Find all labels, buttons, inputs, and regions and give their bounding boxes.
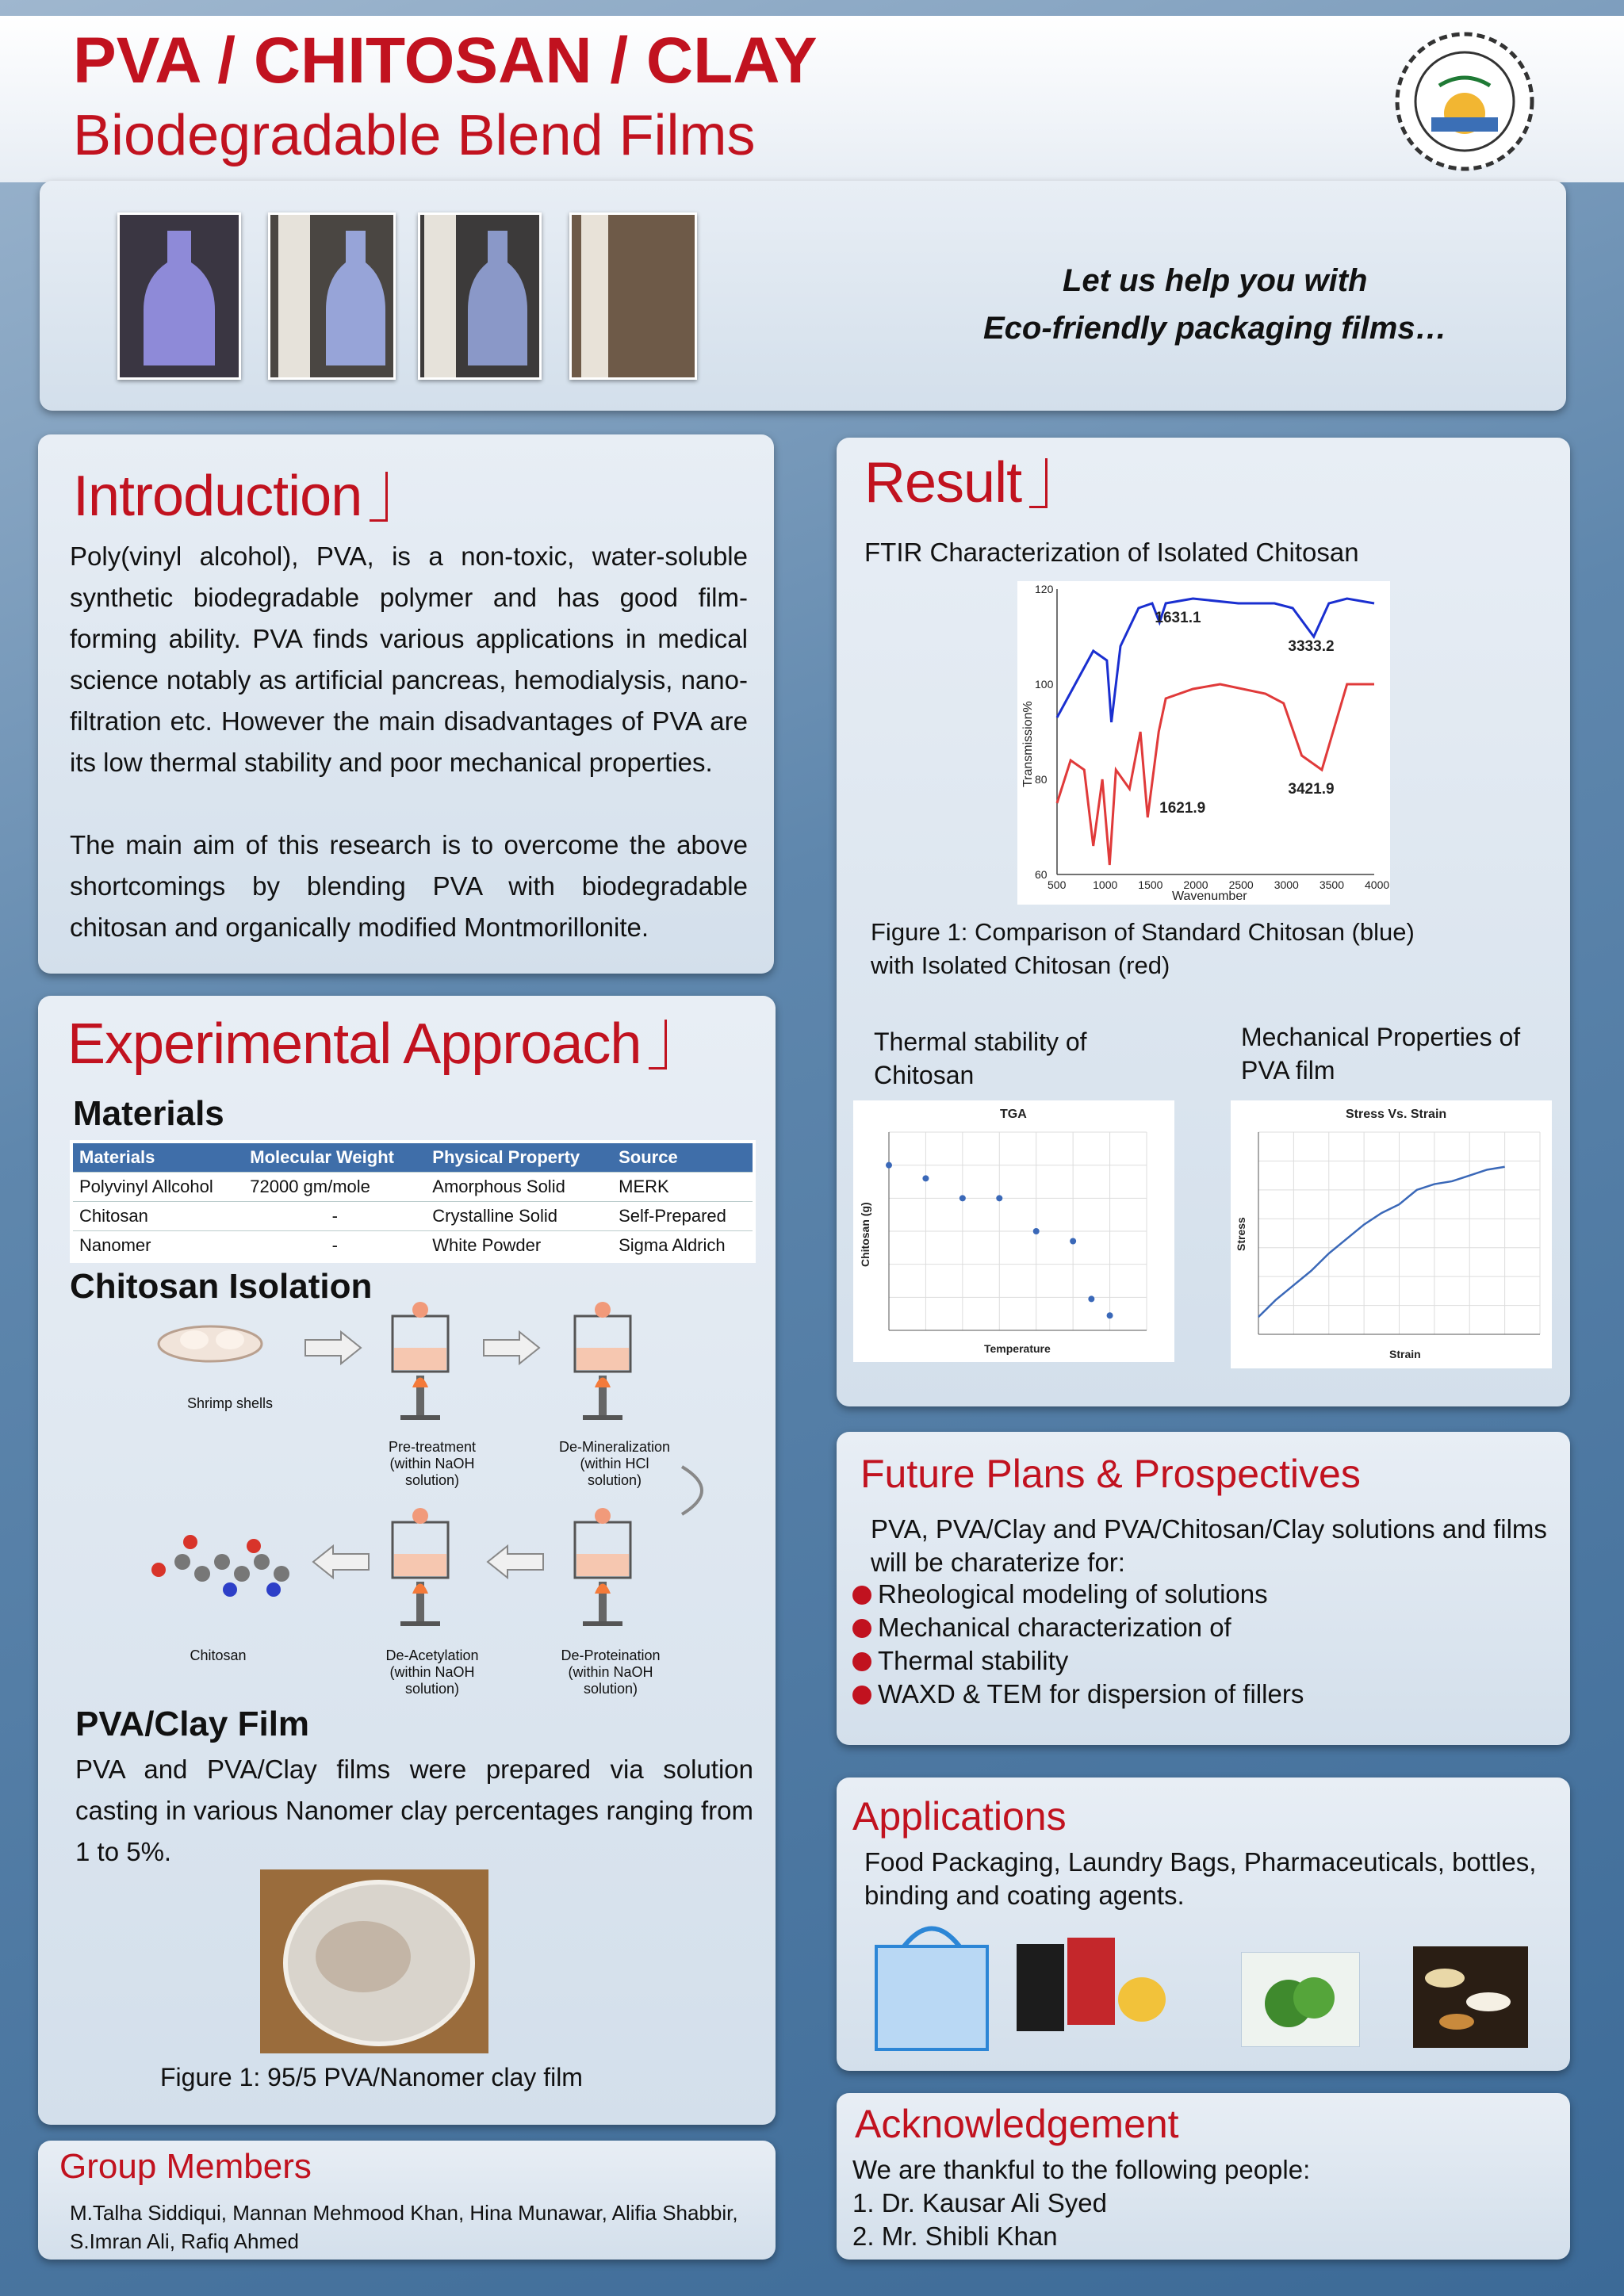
ftir-title: FTIR Characterization of Isolated Chitosan: [864, 538, 1359, 567]
x-tick-label: 2500: [1228, 878, 1254, 891]
flow-label-demineralization: De-Mineralization (within HCl solution): [558, 1439, 671, 1488]
table-cell: White Powder: [426, 1231, 612, 1262]
data-point: [1088, 1295, 1094, 1302]
isolation-flow-diagram: [143, 1300, 730, 1697]
poster-subtitle: Biodegradable Blend Films: [73, 104, 756, 167]
data-point: [886, 1162, 892, 1169]
chitosan-molecule-icon: [151, 1535, 289, 1597]
x-tick-label: 1500: [1138, 878, 1163, 891]
data-point: [922, 1175, 929, 1181]
ftir-caption-1: Figure 1: Comparison of Standard Chitosan (blue): [871, 918, 1415, 946]
materials-table: [70, 1140, 756, 1263]
flow-label-deacetylation: De-Acetylation (within NaOH solution): [385, 1647, 479, 1697]
table-cell: Polyvinyl Allcohol: [71, 1173, 243, 1202]
future-intro-2: will be charaterize for:: [871, 1548, 1125, 1577]
applications-text-1: Food Packaging, Laundry Bags, Pharmaceuticals, bottles,: [864, 1847, 1537, 1877]
table-cell: Sigma Aldrich: [612, 1231, 754, 1262]
table-cell: 72000 gm/mole: [243, 1173, 426, 1202]
y-tick-label: 100: [1035, 678, 1054, 691]
experimental-heading: Experimental Approach: [67, 1012, 667, 1077]
soil-photo: [569, 212, 697, 380]
film-caption: Figure 1: 95/5 PVA/Nanomer clay film: [160, 2063, 583, 2091]
future-intro-1: PVA, PVA/Clay and PVA/Chitosan/Clay solutions and films: [871, 1514, 1547, 1544]
list-item: Mechanical characterization of: [852, 1611, 1304, 1644]
result-heading: Result: [864, 450, 1048, 515]
film-heading: PVA/Clay Film: [75, 1705, 310, 1743]
pills-image: [1413, 1946, 1528, 2048]
acknowledgement-person-2: 2. Mr. Shibli Khan: [852, 2221, 1058, 2251]
x-tick-label: 4000: [1365, 878, 1390, 891]
table-cell: -: [243, 1231, 426, 1262]
y-tick-label: 80: [1035, 773, 1048, 786]
y-tick-label: 60: [1035, 868, 1048, 881]
peak-label: 1621.9: [1159, 800, 1206, 817]
list-item: Rheological modeling of solutions: [852, 1578, 1304, 1611]
group-members-line-1: M.Talha Siddiqui, Mannan Mehmood Khan, Hina Munawar, Alifia Shabbir,: [70, 2201, 738, 2225]
acknowledgement-heading: Acknowledgement: [855, 2102, 1179, 2146]
table-header-row: [71, 1142, 754, 1173]
isolation-heading: Chitosan Isolation: [70, 1267, 373, 1306]
mech-title-2: PVA film: [1241, 1056, 1335, 1085]
x-axis-label: Temperature: [984, 1342, 1051, 1355]
y-axis-label: Stress: [1235, 1217, 1247, 1251]
data-point: [1107, 1312, 1113, 1318]
table-cell: Crystalline Solid: [426, 1202, 612, 1231]
applications-text-2: binding and coating agents.: [864, 1881, 1185, 1910]
x-tick-label: 3000: [1274, 878, 1299, 891]
table-cell: Self-Prepared: [612, 1202, 754, 1231]
film-photo: [260, 1869, 488, 2053]
tagline-line-2: Eco-friendly packaging films…: [983, 311, 1447, 346]
tagline-line-1: Let us help you with: [1063, 263, 1368, 298]
tga-title-2: Chitosan: [874, 1061, 975, 1089]
table-cell: MERK: [612, 1173, 754, 1202]
chart-title: TGA: [1000, 1108, 1027, 1121]
series-line-1: [1057, 599, 1374, 722]
column-header: Physical Property: [426, 1142, 612, 1173]
bottle-photo-2: [268, 212, 396, 380]
shrimp-icon: [159, 1326, 262, 1361]
future-heading: Future Plans & Prospectives: [860, 1452, 1361, 1496]
ftir-caption-2: with Isolated Chitosan (red): [871, 951, 1170, 979]
data-point: [1033, 1228, 1040, 1234]
data-point: [1070, 1238, 1076, 1245]
vegetable-bag-image: [1241, 1952, 1360, 2047]
group-members-heading: Group Members: [59, 2147, 312, 2186]
peak-label: 1631.1: [1155, 610, 1201, 626]
x-tick-label: 500: [1048, 878, 1067, 891]
group-members-line-2: S.Imran Ali, Rafiq Ahmed: [70, 2229, 300, 2253]
mech-title-1: Mechanical Properties of: [1241, 1023, 1521, 1051]
x-axis-label: Strain: [1389, 1348, 1421, 1360]
introduction-text-2: The main aim of this research is to overcome the above shortcomings by blending PVA with biodegradable chitosan and organically modified Montmorillonite.: [70, 830, 748, 942]
x-axis-label: Wavenumber: [1172, 890, 1247, 903]
list-item: Thermal stability: [852, 1644, 1304, 1678]
bag-image: [868, 1915, 995, 2053]
stress-strain-chart: [1231, 1100, 1552, 1368]
university-logo: [1368, 30, 1562, 173]
data-point: [996, 1195, 1002, 1201]
table-row: [71, 1231, 754, 1262]
chart-title: Stress Vs. Strain: [1346, 1108, 1447, 1121]
y-axis-label: Transmission%: [1021, 701, 1035, 787]
table-cell: Nanomer: [71, 1231, 243, 1262]
flow-label-shrimp: Shrimp shells: [186, 1395, 274, 1411]
column-header: Molecular Weight: [243, 1142, 426, 1173]
stress-strain-line: [1258, 1167, 1505, 1317]
table-cell: Amorphous Solid: [426, 1173, 612, 1202]
ftir-chart: [1017, 581, 1390, 905]
flow-label-pretreatment: Pre-treatment (within NaOH solution): [388, 1439, 477, 1488]
list-item: WAXD & TEM for dispersion of fillers: [852, 1678, 1304, 1711]
column-header: Materials: [71, 1142, 243, 1173]
table-cell: -: [243, 1202, 426, 1231]
table-row: [71, 1173, 754, 1202]
introduction-heading: Introduction: [73, 464, 388, 529]
acknowledgement-intro: We are thankful to the following people:: [852, 2155, 1311, 2184]
tga-chart: [853, 1100, 1174, 1362]
x-tick-label: 2000: [1183, 878, 1208, 891]
bottle-photo-3: [418, 212, 542, 380]
bottle-photo-1: [117, 212, 241, 380]
y-tick-label: 120: [1035, 583, 1054, 595]
peak-label: 3333.2: [1288, 638, 1335, 655]
future-list: [852, 1578, 1304, 1711]
tga-title-1: Thermal stability of: [874, 1027, 1087, 1056]
x-tick-label: 3500: [1319, 878, 1345, 891]
snack-packs-image: [1015, 1936, 1174, 2039]
poster-title: PVA / CHITOSAN / CLAY: [73, 25, 818, 97]
materials-heading: Materials: [73, 1094, 224, 1133]
x-tick-label: 1000: [1093, 878, 1118, 891]
table-cell: Chitosan: [71, 1202, 243, 1231]
flow-label-deproteination: De-Proteination (within NaOH solution): [561, 1647, 661, 1697]
introduction-text-1: Poly(vinyl alcohol), PVA, is a non-toxic, water-soluble synthetic biodegradable polymer and has good film-forming ability. PVA finds various applications in medical science notably as artificial pancreas, hemodialysis, nano-filtration etc. However the main disadvantages of PVA are its low thermal stability and poor mechanical properties.: [70, 541, 748, 777]
table-row: [71, 1202, 754, 1231]
acknowledgement-person-1: 1. Dr. Kausar Ali Syed: [852, 2188, 1107, 2218]
film-text: PVA and PVA/Clay films were prepared via solution casting in various Nanomer clay percentages ranging from 1 to 5%.: [75, 1755, 753, 1866]
applications-heading: Applications: [852, 1794, 1067, 1839]
column-header: Source: [612, 1142, 754, 1173]
peak-label: 3421.9: [1288, 781, 1335, 798]
series-line-2: [1057, 684, 1374, 865]
data-point: [959, 1195, 966, 1201]
flow-label-chitosan: Chitosan: [190, 1647, 247, 1663]
y-axis-label: Chitosan (g): [859, 1202, 871, 1267]
